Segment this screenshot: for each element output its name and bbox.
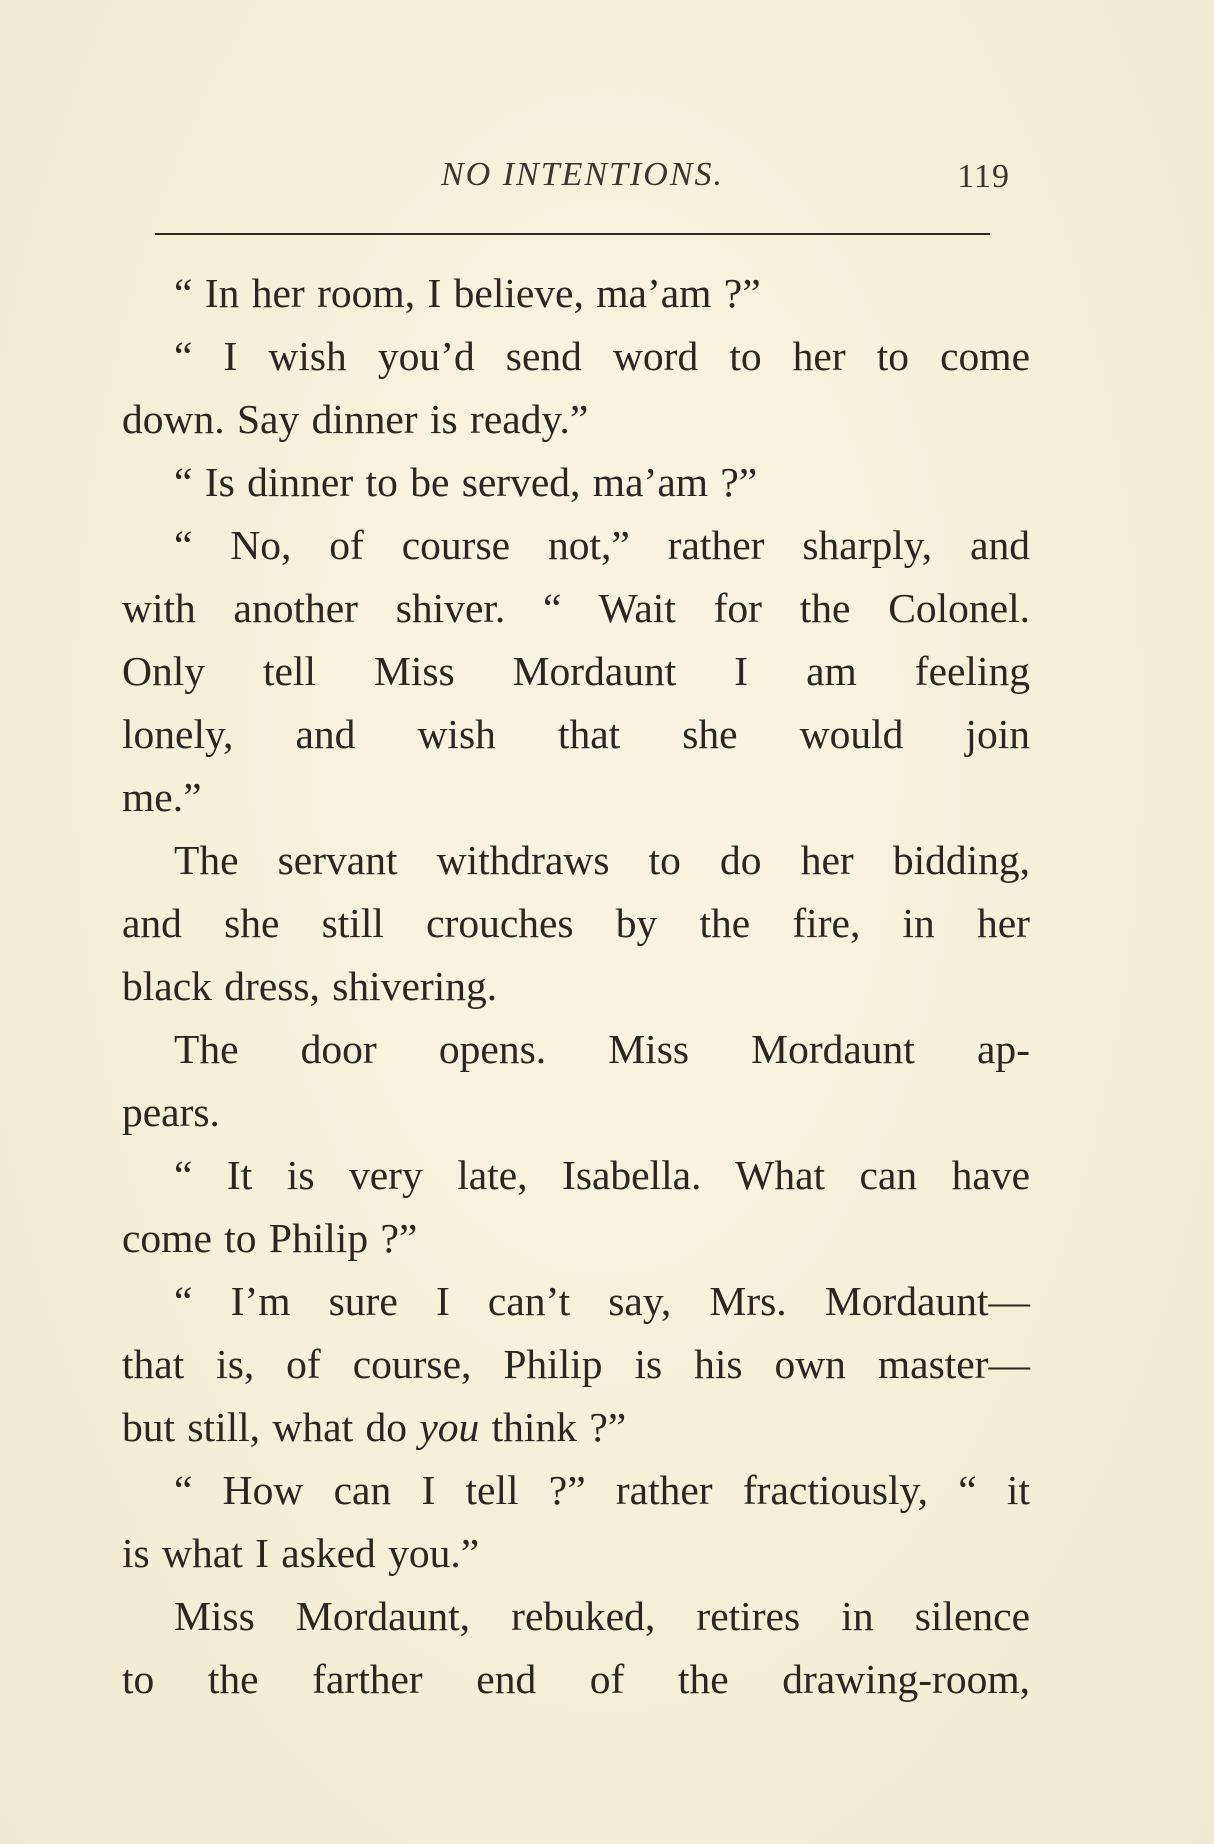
text-line: me.” xyxy=(122,774,202,820)
body-text xyxy=(122,262,1030,1711)
text-line: come to Philip ?” xyxy=(122,1215,418,1261)
text-line: “ No, of course not,” rather sharply, and xyxy=(174,522,1030,568)
text-line: and she still crouches by the fire, in her xyxy=(122,900,1030,946)
text-line: is what I asked you.” xyxy=(122,1530,480,1576)
text-line: pears. xyxy=(122,1089,220,1135)
text-line: “ How can I tell ?” rather fractiously, “ it xyxy=(174,1467,1030,1513)
text-line: with another shiver. “ Wait for the Colonel. xyxy=(122,585,1030,631)
text-line: Miss Mordaunt, rebuked, retires in silence xyxy=(174,1593,1030,1639)
text-line: lonely, and wish that she would join xyxy=(122,711,1030,757)
text-line: down. Say dinner is ready.” xyxy=(122,396,589,442)
text-line: “ It is very late, Isabella. What can have xyxy=(174,1152,1030,1198)
text-line: to the farther end of the drawing-room, xyxy=(122,1656,1030,1702)
emphasized-word: you xyxy=(419,1404,480,1450)
header-rule xyxy=(155,233,990,235)
text-segment: but still, what do xyxy=(122,1404,407,1450)
text-line: The door opens. Miss Mordaunt ap- xyxy=(174,1026,1030,1072)
text-line: black dress, shivering. xyxy=(122,963,498,1009)
running-head xyxy=(155,150,1010,200)
text-line-with-emphasis xyxy=(122,1396,1030,1459)
text-line: The servant withdraws to do her bidding, xyxy=(174,837,1030,883)
text-line: Only tell Miss Mordaunt I am feeling xyxy=(122,648,1030,694)
page-number: 119 xyxy=(957,158,1010,195)
text-line: “ I wish you’d send word to her to come xyxy=(174,333,1030,379)
text-line: “ In her room, I believe, ma’am ?” xyxy=(174,270,761,316)
text-segment: think ?” xyxy=(491,1404,627,1450)
text-line: that is, of course, Philip is his own master— xyxy=(122,1341,1030,1387)
text-line: “ Is dinner to be served, ma’am ?” xyxy=(174,459,758,505)
text-line: “ I’m sure I can’t say, Mrs. Mordaunt— xyxy=(174,1278,1030,1324)
running-title: NO INTENTIONS. xyxy=(440,156,725,193)
